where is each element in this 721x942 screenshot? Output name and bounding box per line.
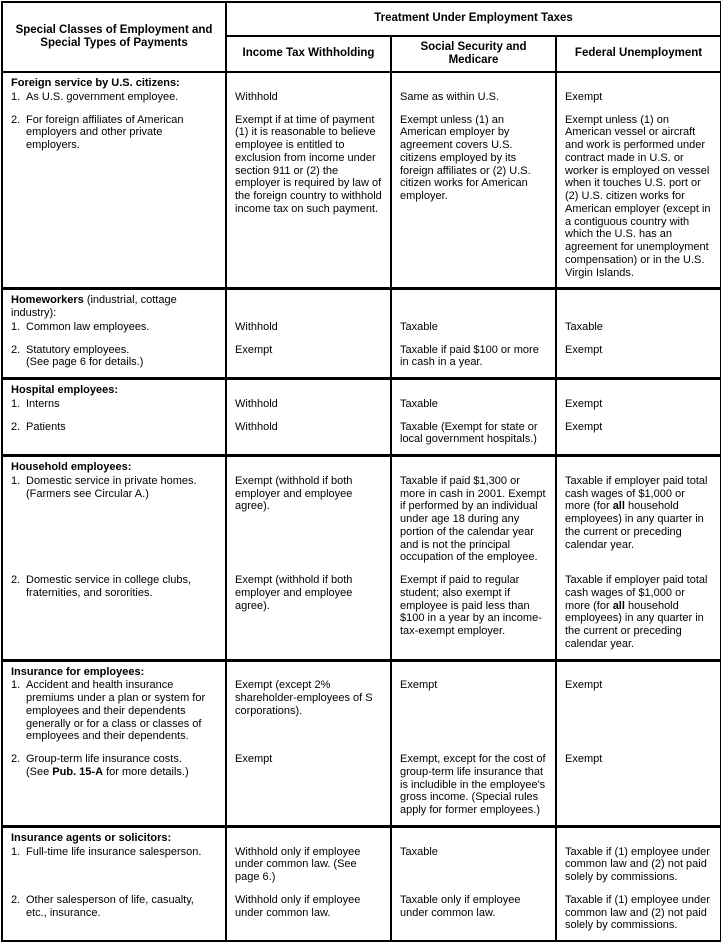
section-insurance-agents — [2, 826, 721, 941]
table-row — [2, 414, 721, 456]
item-number: 1. — [11, 320, 21, 333]
itw-cell: Exempt (withhold if both employer and employee agree). — [226, 567, 391, 660]
item-label: Domestic service in private homes. (Farmers see Circular A.) — [26, 474, 197, 500]
column-header-social-security-medicare: Social Security and Medicare — [391, 36, 556, 72]
item-number: 1. — [11, 90, 21, 103]
item-number: 2. — [11, 753, 21, 765]
fu-cell: Exempt — [556, 397, 721, 414]
section-title-cell — [2, 379, 226, 397]
itw-cell: Exempt (except 2% shareholder-employees of S corporations). — [226, 678, 391, 746]
column-header-federal-unemployment: Federal Unemployment — [556, 36, 721, 72]
table-row — [2, 567, 721, 660]
section-title-cell — [2, 660, 226, 678]
table-row — [2, 107, 721, 289]
item-label-cell — [2, 474, 226, 567]
item-label-cell — [2, 567, 226, 660]
table-row — [2, 887, 721, 941]
section-title-row — [2, 72, 721, 90]
section-title: Household employees: — [11, 461, 132, 473]
table-row — [2, 337, 721, 379]
item-label: Domestic service in college clubs, fraternities, and sororities. — [26, 574, 192, 599]
item-label-cell — [2, 678, 226, 746]
ssm-cell: Taxable (Exempt for state or local government hospitals.) — [391, 414, 556, 456]
table-header — [2, 2, 721, 72]
treatment-header: Treatment Under Employment Taxes — [226, 2, 721, 36]
item-label: For foreign affiliates of American employers and other private employers. — [26, 113, 184, 151]
ssm-cell: Taxable — [391, 320, 556, 337]
column-header-income-tax-withholding: Income Tax Withholding — [226, 36, 391, 72]
item-label-cell — [2, 397, 226, 414]
fu-cell: Exempt — [556, 746, 721, 826]
ssm-cell: Taxable — [391, 397, 556, 414]
item-label-cell — [2, 337, 226, 379]
item-label-cell — [2, 746, 226, 826]
section-title: Hospital employees: — [11, 384, 118, 396]
fu-cell: Taxable if employer paid total cash wages of $1,000 or more (for all household employees) in any quarter in the current or preceding calendar year. — [556, 567, 721, 660]
section-title: Insurance for employees: — [11, 665, 145, 678]
employment-tax-treatment-table — [1, 1, 721, 942]
item-label: Other salesperson of life, casualty, etc., insurance. — [26, 893, 194, 919]
ssm-cell: Taxable if paid $1,300 or more in cash in 2001. Exempt if performed by an individual under age 18 during any portion of the calendar year and is not the principal occupation of the employee. — [391, 474, 556, 567]
itw-cell: Exempt (withhold if both employer and employee agree). — [226, 474, 391, 567]
section-title-row — [2, 660, 721, 678]
ssm-cell: Taxable — [391, 845, 556, 887]
item-number: 1. — [11, 397, 21, 410]
item-number: 1. — [11, 845, 21, 858]
item-label: Statutory employees. (See page 6 for details.) — [26, 343, 144, 369]
section-title-cell — [2, 826, 226, 844]
fu-cell: Taxable if employer paid total cash wages of $1,000 or more (for all household employees) in any quarter in the current or preceding calendar year. — [556, 474, 721, 567]
ssm-cell: Taxable only if employee under common law. — [391, 887, 556, 941]
section-title-cell — [2, 456, 226, 474]
item-label: As U.S. government employee. — [26, 90, 179, 103]
section-title: Foreign service by U.S. citizens: — [11, 77, 180, 89]
item-label: Accident and health insurance premiums under a plan or system for employees and their dependents generally or for a class or classes of employees and their dependents. — [26, 679, 206, 743]
fu-cell: Taxable — [556, 320, 721, 337]
section-title-row — [2, 456, 721, 474]
itw-cell: Exempt if at time of payment (1) it is reasonable to believe employee is entitled to exclusion from income under section 911 or (2) the employer is required by law of the foreign country to withhold income tax on such payment. — [226, 107, 391, 289]
table-row — [2, 397, 721, 414]
special-classes-header: Special Classes of Employment and Special Types of Payments — [2, 2, 226, 72]
section-title-row — [2, 379, 721, 397]
fu-cell: Exempt — [556, 90, 721, 107]
ssm-cell: Exempt if paid to regular student; also exempt if employee is paid less than $100 in a year by an income-tax-exempt employer. — [391, 567, 556, 660]
fu-cell: Exempt unless (1) on American vessel or aircraft and work is performed under contract made in U.S. or worker is employed on vessel when it touches U.S. port or (2) U.S. citizen works for American employer (except in a contiguous country with which the U.S. has an agreement for unemployment compensation) or in the U.S. Virgin Islands. — [556, 107, 721, 289]
item-label-cell — [2, 845, 226, 887]
section-title: Homeworkers — [11, 294, 84, 307]
itw-cell: Withhold only if employee under common law. — [226, 887, 391, 941]
ssm-cell: Taxable if paid $100 or more in cash in a year. — [391, 337, 556, 379]
ssm-cell: Exempt, except for the cost of group-term life insurance that is includible in the employee's gross income. (Special rules apply for former employees.) — [391, 746, 556, 826]
item-number: 2. — [11, 343, 21, 356]
table-row — [2, 320, 721, 337]
itw-cell: Withhold — [226, 320, 391, 337]
itw-cell: Exempt — [226, 746, 391, 826]
item-number: 2. — [11, 113, 21, 126]
section-household-employees — [2, 456, 721, 661]
item-label-cell — [2, 320, 226, 337]
fu-cell: Taxable if (1) employee under common law and (2) not paid solely by commissions. — [556, 845, 721, 887]
item-number: 2. — [11, 574, 21, 586]
fu-cell: Exempt — [556, 678, 721, 746]
section-title-cell — [2, 72, 226, 90]
item-label-cell — [2, 107, 226, 289]
table-row — [2, 678, 721, 746]
item-label: Interns — [26, 397, 60, 410]
table-row — [2, 746, 721, 826]
item-number: 2. — [11, 893, 21, 906]
item-label: Full-time life insurance salesperson. — [26, 845, 202, 858]
table-row — [2, 474, 721, 567]
itw-cell: Withhold — [226, 414, 391, 456]
ssm-cell: Exempt — [391, 678, 556, 746]
itw-cell: Withhold — [226, 90, 391, 107]
fu-cell: Exempt — [556, 337, 721, 379]
section-title-row — [2, 289, 721, 320]
item-number: 1. — [11, 679, 21, 692]
itw-cell: Exempt — [226, 337, 391, 379]
section-title-row — [2, 826, 721, 844]
itw-cell: Withhold only if employee under common law. (See page 6.) — [226, 845, 391, 887]
itw-cell: Withhold — [226, 397, 391, 414]
item-number: 1. — [11, 474, 21, 487]
section-foreign-service — [2, 72, 721, 289]
item-label: Common law employees. — [26, 320, 150, 333]
item-label-cell — [2, 90, 226, 107]
section-title-cell: Homeworkers (industrial, cottage industry): — [2, 289, 226, 320]
table-row — [2, 90, 721, 107]
section-hospital-employees — [2, 379, 721, 456]
ssm-cell: Same as within U.S. — [391, 90, 556, 107]
table-row — [2, 845, 721, 887]
item-label: Group-term life insurance costs. (See Pub. 15-A for more details.) — [26, 753, 189, 778]
section-insurance-for-employees — [2, 660, 721, 826]
fu-cell: Taxable if (1) employee under common law and (2) not paid solely by commissions. — [556, 887, 721, 941]
section-homeworkers — [2, 289, 721, 379]
item-label-cell — [2, 887, 226, 941]
fu-cell: Exempt — [556, 414, 721, 456]
section-title: Insurance agents or solicitors: — [11, 831, 172, 844]
item-label-cell — [2, 414, 226, 456]
item-number: 2. — [11, 420, 21, 433]
ssm-cell: Exempt unless (1) an American employer by agreement covers U.S. citizens employed by its foreign affiliates or (2) U.S. citizen works for American employer. — [391, 107, 556, 289]
item-label: Patients — [26, 420, 66, 433]
